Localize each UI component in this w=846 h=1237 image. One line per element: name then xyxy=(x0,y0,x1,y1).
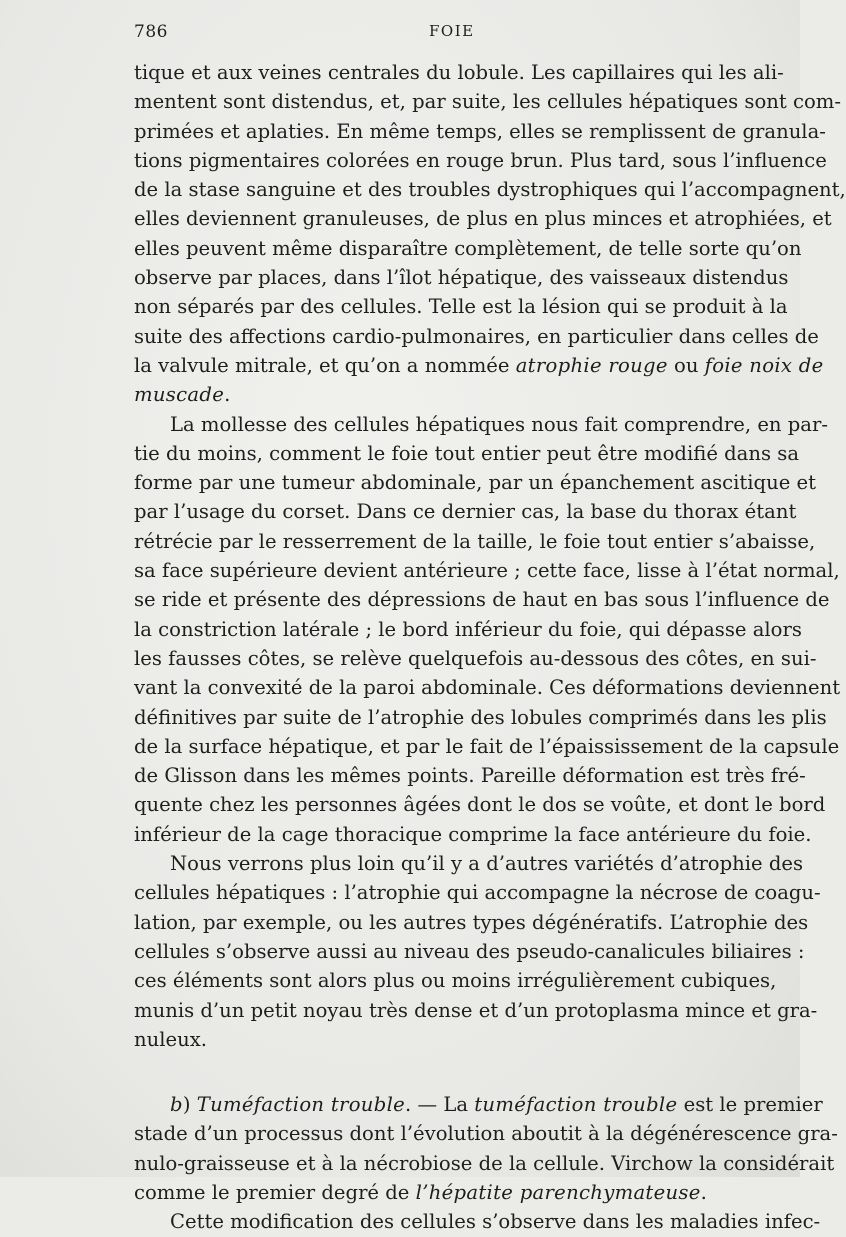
text-segment: suite des affections cardio-pulmonaires, en particulier dans celles de xyxy=(134,324,819,348)
italic-text: l’hépatite parenchymateuse xyxy=(415,1180,701,1204)
text-segment: se ride et présente des dépressions de haut en bas sous l’influence de xyxy=(134,588,830,612)
text-line xyxy=(134,556,840,585)
text-line xyxy=(134,351,824,380)
text-segment: mentent sont distendus, et, par suite, les cellules hépatiques sont com- xyxy=(134,90,841,114)
body-text xyxy=(134,58,846,1237)
text-segment: ou xyxy=(667,353,705,377)
text-line xyxy=(134,204,832,233)
text-line xyxy=(134,878,821,907)
text-segment: tions pigmentaires colorées en rouge brun. Plus tard, sous l’influence xyxy=(134,148,827,172)
text-segment: elles deviennent granuleuses, de plus en plus minces et atrophiées, et xyxy=(134,207,832,231)
italic-text: atrophie rouge xyxy=(515,353,668,377)
text-line xyxy=(134,58,784,87)
text-segment: nuleux. xyxy=(134,1027,207,1051)
text-line xyxy=(134,380,764,409)
running-title: FOIE xyxy=(429,22,475,40)
text-segment: Nous verrons plus loin qu’il y a d’autres variétés d’atrophie des xyxy=(170,852,804,876)
text-line xyxy=(134,937,805,966)
text-segment: stade d’un processus dont l’évolution aboutit à la dégénérescence gra- xyxy=(134,1122,838,1146)
text-segment: cellules s’observe aussi au niveau des pseudo-canalicules biliaires : xyxy=(134,939,805,963)
text-segment: de la stase sanguine et des troubles dystrophiques qui l’accompagnent, xyxy=(134,178,846,202)
text-line xyxy=(134,732,840,761)
text-line xyxy=(134,703,827,732)
text-segment: observe par places, dans l’îlot hépatique, des vaisseaux distendus xyxy=(134,266,789,290)
paragraph xyxy=(134,410,841,849)
text-segment: de Glisson dans les mêmes points. Pareille déformation est très fré- xyxy=(134,764,806,788)
paragraph xyxy=(134,849,821,1054)
text-segment: tie du moins, comment le foie tout entier peut être modifié dans sa xyxy=(134,441,800,465)
italic-text: foie noix de xyxy=(704,353,824,377)
text-line xyxy=(134,322,819,351)
text-segment: rétrécie par le resserrement de la taille, le foie tout entier s’abaisse, xyxy=(134,529,816,553)
text-segment: de la surface hépatique, et par le fait de l’épaississement de la capsule xyxy=(134,734,840,758)
text-line xyxy=(134,1149,835,1178)
text-line xyxy=(134,966,777,995)
text-segment: La mollesse des cellules hépatiques nous fait comprendre, en par- xyxy=(170,412,828,436)
text-segment: . xyxy=(224,383,231,407)
text-line xyxy=(134,146,827,175)
text-line xyxy=(134,439,800,468)
text-line xyxy=(134,175,846,204)
page-header xyxy=(134,22,760,48)
paragraph-gap xyxy=(134,1054,764,1090)
text-line xyxy=(134,615,802,644)
text-segment: sa face supérieure devient antérieure ; cette face, lisse à l’état normal, xyxy=(134,559,840,583)
text-segment: définitives par suite de l’atrophie des lobules comprimés dans les plis xyxy=(134,705,827,729)
page-number: 786 xyxy=(134,22,168,42)
text-line xyxy=(134,468,816,497)
text-segment: inférieur de la cage thoracique comprime la face antérieure du foie. xyxy=(134,822,812,846)
text-segment: Cette modification des cellules s’observe dans les maladies infec- xyxy=(170,1210,821,1234)
text-line xyxy=(134,644,817,673)
text-segment: ) xyxy=(182,1093,197,1117)
paragraph xyxy=(134,1207,821,1236)
text-line xyxy=(134,87,841,116)
text-line xyxy=(134,292,788,321)
italic-text: b xyxy=(170,1093,183,1117)
text-segment: munis d’un petit noyau très dense et d’un protoplasma mince et gra- xyxy=(134,998,818,1022)
text-segment: ces éléments sont alors plus ou moins irrégulièrement cubiques, xyxy=(134,969,777,993)
text-segment: forme par une tumeur abdominale, par un épanchement ascitique et xyxy=(134,471,816,495)
text-segment: par l’usage du corset. Dans ce dernier cas, la base du thorax étant xyxy=(134,500,797,524)
text-line xyxy=(134,673,841,702)
text-line xyxy=(134,1207,821,1236)
text-line xyxy=(134,497,797,526)
italic-text: tuméfaction trouble xyxy=(474,1093,678,1117)
text-line xyxy=(134,1090,823,1119)
text-segment: . — La xyxy=(405,1093,475,1117)
italic-text: muscade xyxy=(134,383,225,407)
text-line xyxy=(134,908,809,937)
text-line xyxy=(134,761,806,790)
text-line xyxy=(134,1119,838,1148)
text-segment: elles peuvent même disparaître complètement, de telle sorte qu’on xyxy=(134,236,802,260)
text-line xyxy=(134,585,830,614)
text-line xyxy=(134,527,816,556)
paragraph xyxy=(134,58,846,410)
text-line xyxy=(134,820,812,849)
text-line xyxy=(134,410,828,439)
text-segment: les fausses côtes, se relève quelquefois au-dessous des côtes, en sui- xyxy=(134,646,817,670)
text-segment: . xyxy=(700,1180,707,1204)
text-segment: quente chez les personnes âgées dont le dos se voûte, et dont le bord xyxy=(134,793,826,817)
text-segment: est le premier xyxy=(677,1093,823,1117)
text-segment: tique et aux veines centrales du lobule. Les capillaires qui les ali- xyxy=(134,61,784,84)
text-segment: primées et aplaties. En même temps, elles se remplissent de granula- xyxy=(134,119,826,143)
text-segment: lation, par exemple, ou les autres types dégénératifs. L’atrophie des xyxy=(134,910,809,934)
text-line xyxy=(134,117,826,146)
text-segment: la valvule mitrale, et qu’on a nommée xyxy=(134,353,516,377)
text-line xyxy=(134,849,804,878)
text-line xyxy=(134,1178,764,1207)
text-line xyxy=(134,996,818,1025)
text-segment: non séparés par des cellules. Telle est la lésion qui se produit à la xyxy=(134,295,788,319)
text-line xyxy=(134,263,789,292)
text-line xyxy=(134,234,802,263)
text-segment: nulo-graisseuse et à la nécrobiose de la cellule. Virchow la considérait xyxy=(134,1151,835,1175)
text-segment: comme le premier degré de xyxy=(134,1180,416,1204)
italic-text: Tuméfaction trouble xyxy=(196,1093,406,1117)
paragraph xyxy=(134,1090,838,1207)
text-segment: la constriction latérale ; le bord inférieur du foie, qui dépasse alors xyxy=(134,617,802,641)
text-line xyxy=(134,790,826,819)
text-segment: vant la convexité de la paroi abdominale. Ces déformations deviennent xyxy=(134,676,841,700)
text-line xyxy=(134,1025,764,1054)
text-segment: cellules hépatiques : l’atrophie qui accompagne la nécrose de coagu- xyxy=(134,881,821,905)
